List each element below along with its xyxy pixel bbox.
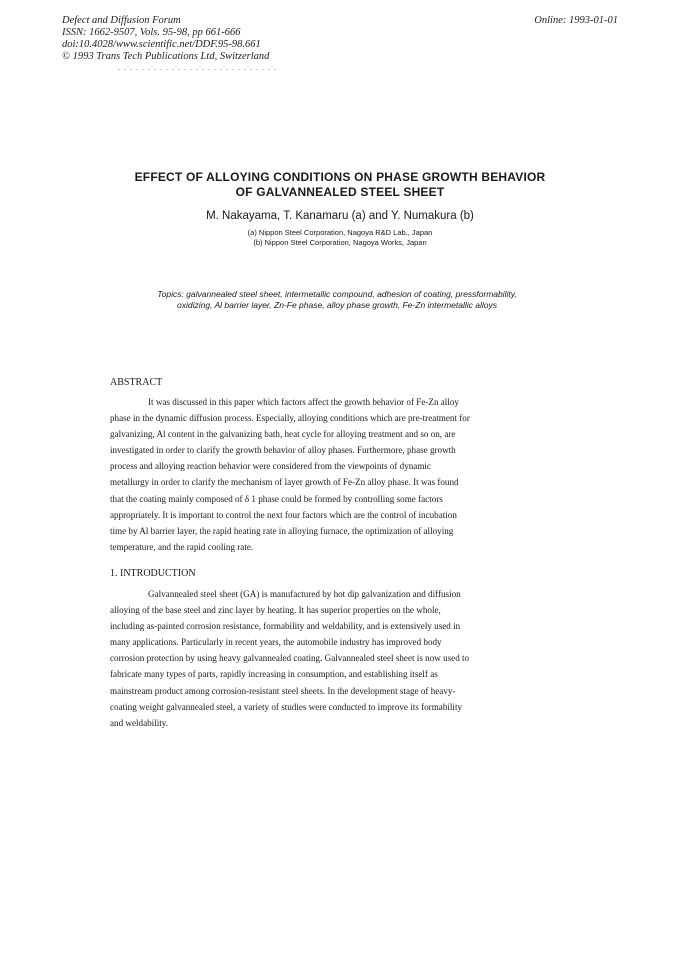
abstract-body: [110, 394, 540, 555]
topics-line-2: oxidizing, Al barrier layer, Zn-Fe phase, alloy phase growth, Fe-Zn intermetallic alloys: [177, 300, 497, 310]
title-line-2: OF GALVANNEALED STEEL SHEET: [235, 185, 445, 199]
abstract-line: It was discussed in this paper which factors affect the growth behavior of Fe-Zn alloy: [148, 397, 459, 407]
affiliation-a: (a) Nippon Steel Corporation, Nagoya R&D Lab., Japan: [247, 228, 433, 237]
journal-name: Defect and Diffusion Forum: [62, 15, 181, 26]
introduction-line: alloying of the base steel and zinc layer by heating. It has superior properties on the whole,: [110, 605, 441, 616]
topics-line-1: Topics: galvannealed steel sheet, intermetallic compound, adhesion of coating, pressformability,: [157, 289, 517, 299]
abstract-heading: ABSTRACT: [110, 377, 163, 388]
doi-link[interactable]: doi:10.4028/www.scientific.net/DDF.95-98.661: [62, 39, 261, 50]
issn-line: ISSN: 1662-9507, Vols. 95-98, pp 661-666: [62, 27, 241, 38]
scan-artifact: . . . . . . . . . . . . . . . . . . . . . . . . . . .: [118, 63, 277, 72]
copyright-line: © 1993 Trans Tech Publications Ltd, Switzerland: [62, 51, 270, 62]
introduction-line: Galvannealed steel sheet (GA) is manufactured by hot dip galvanization and diffusion: [148, 589, 461, 599]
introduction-line: mainstream product among corrosion-resistant steel sheets. In the development stage of heavy-: [110, 685, 456, 696]
introduction-body: [110, 586, 540, 731]
abstract-line: time by Al barrier layer, the rapid heating rate in alloying furnace, the optimization of alloying: [110, 525, 454, 536]
introduction-line: coating weight galvannealed steel, a variety of studies were conducted to improve its formability: [110, 701, 463, 712]
title-line-1: EFFECT OF ALLOYING CONDITIONS ON PHASE GROWTH BEHAVIOR: [134, 170, 546, 184]
abstract-line: galvanizing, Al content in the galvanizing bath, heat cycle for alloying treatment and so on, are: [110, 429, 456, 440]
abstract-line: temperature, and the rapid cooling rate.: [110, 541, 254, 552]
introduction-line: including as-painted corrosion resistance, formability and weldability, and is extensively used in: [110, 621, 461, 632]
introduction-heading: 1. INTRODUCTION: [110, 568, 196, 579]
abstract-line: metallurgy in order to clarify the mechanism of layer growth of Fe-Zn alloy phase. It was found: [110, 477, 459, 488]
paper-authors: M. Nakayama, T. Kanamaru (a) and Y. Numakura (b): [206, 210, 474, 222]
paper-topics: [112, 289, 562, 311]
abstract-line: appropriately. It is important to control the next four factors which are the control of incubation: [110, 509, 457, 520]
introduction-line: and weldability.: [110, 717, 168, 728]
abstract-line: that the coating mainly composed of δ 1 phase could be formed by controlling some factors: [110, 493, 443, 504]
introduction-line: many applications. Particularly in recent years, the automobile industry has improved body: [110, 637, 442, 648]
introduction-line: corrosion protection by using heavy galvannealed coating. Galvannealed steel sheet is now used to: [110, 653, 470, 664]
paper-title: [90, 170, 590, 200]
abstract-line: process and alloying reaction behavior were considered from the viewpoints of dynamic: [110, 461, 431, 472]
affiliation-b: (b) Nippon Steel Corporation, Nagoya Works, Japan: [253, 238, 427, 247]
abstract-line: investigated in order to clarify the growth behavior of alloy phases. Furthermore, phase growth: [110, 445, 456, 456]
abstract-line: phase in the dynamic diffusion process. Especially, alloying conditions which are pre-treatment for: [110, 413, 470, 424]
online-date: Online: 1993-01-01: [534, 15, 618, 26]
journal-header: [62, 15, 618, 63]
introduction-line: fabricate many types of parts, rapidly increasing in consumption, and establishing itself as: [110, 669, 438, 680]
